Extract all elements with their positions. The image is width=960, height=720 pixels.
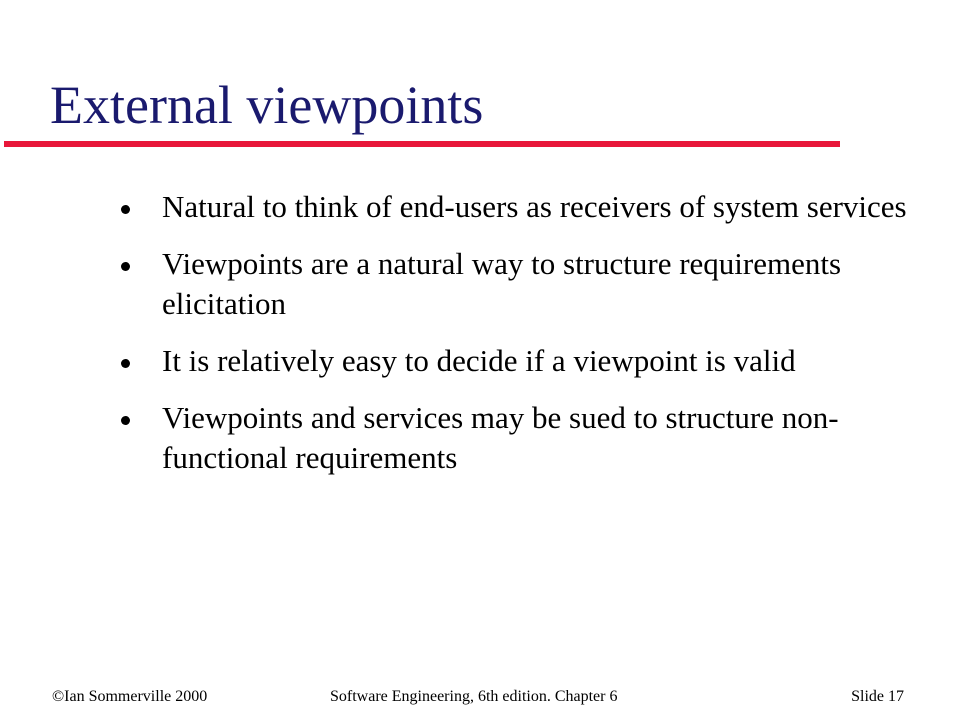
bullet-text: Viewpoints are a natural way to structure requirements elicitation — [162, 246, 842, 321]
bullet-text: Natural to think of end-users as receivers of system services — [162, 189, 907, 224]
footer-copyright: ©Ian Sommerville 2000 — [52, 688, 208, 705]
bullet-item — [116, 244, 916, 324]
bullet-dot-icon — [121, 205, 130, 214]
slide-title: External viewpoints — [50, 75, 484, 135]
bullet-text: Viewpoints and services may be sued to structure non-functional requirements — [162, 400, 839, 475]
bullet-dot-icon — [121, 262, 130, 271]
footer-slide-number: Slide 17 — [851, 688, 904, 705]
bullet-item — [116, 341, 916, 381]
title-underline-rule — [4, 141, 840, 147]
bullet-list — [116, 187, 916, 495]
bullet-item — [116, 187, 916, 227]
footer-book-title: Software Engineering, 6th edition. Chapter 6 — [330, 688, 618, 705]
bullet-item — [116, 398, 916, 478]
bullet-text: It is relatively easy to decide if a viewpoint is valid — [162, 343, 796, 378]
bullet-dot-icon — [121, 416, 130, 425]
bullet-dot-icon — [121, 359, 130, 368]
